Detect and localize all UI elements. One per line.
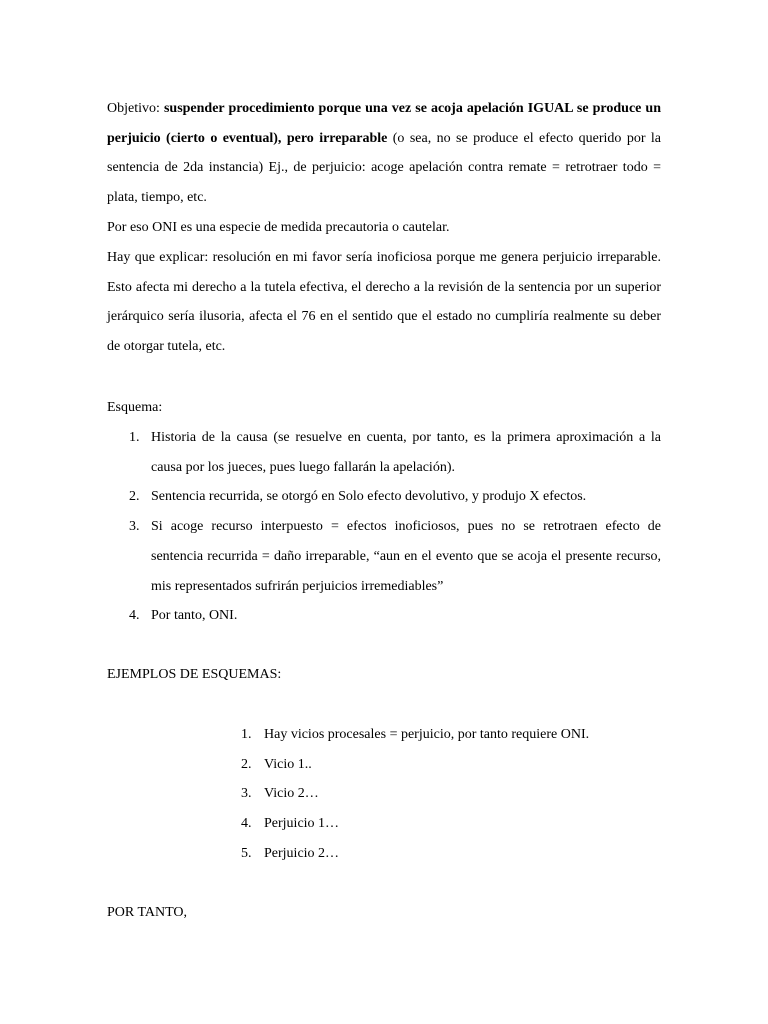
schema-item-text: Historia de la causa (se resuelve en cuenta, por tanto, es la primera aproximación a la causa por los jueces, pues luego fallarán la apelación). <box>151 430 661 475</box>
examples-list <box>241 720 664 869</box>
schema-item-text: Sentencia recurrida, se otorgó en Solo efecto devolutivo, y produjo X efectos. <box>151 489 587 505</box>
examples-item-text: Perjuicio 2… <box>264 845 340 861</box>
schema-item-1 <box>129 423 661 482</box>
closing-text: POR TANTO, <box>107 905 188 920</box>
schema-list <box>129 423 661 631</box>
examples-heading: EJEMPLOS DE ESQUEMAS: <box>107 667 282 682</box>
schema-item-number: 1. <box>129 430 140 445</box>
objective-bold-text: suspender procedimiento porque una vez se acoja apelación IGUAL se produce un perjuicio (cierto o eventual), pero irreparable <box>107 101 662 146</box>
examples-item-2 <box>241 750 664 780</box>
examples-item-number: 4. <box>241 816 252 832</box>
schema-item-4 <box>129 601 661 631</box>
schema-item-number: 2. <box>129 489 140 505</box>
examples-item-number: 5. <box>241 845 252 861</box>
schema-item-2 <box>129 482 661 512</box>
schema-item-number: 3. <box>129 519 140 535</box>
schema-heading: Esquema: <box>107 400 163 415</box>
examples-item-text: Vicio 2… <box>264 786 319 802</box>
examples-item-number: 1. <box>241 727 252 742</box>
schema-item-text: Por tanto, ONI. <box>151 608 238 624</box>
objective-label: Objetivo: <box>107 101 160 116</box>
examples-item-1 <box>241 720 664 750</box>
examples-item-4 <box>241 809 664 839</box>
examples-item-text: Hay vicios procesales = perjuicio, por tanto requiere ONI. <box>264 727 590 742</box>
schema-item-number: 4. <box>129 608 140 624</box>
explain-paragraph: Hay que explicar: resolución en mi favor sería inoficiosa porque me genera perjuicio irreparable. Esto afecta mi derecho a la tutela efectiva, el derecho a la revisión de la sentencia por un superior jerárquico sería ilusoria, afecta el 76 en el sentido que el estado no cumpliría realmente su deber de otorgar tutela, etc. <box>107 250 661 355</box>
examples-item-text: Vicio 1.. <box>264 756 312 772</box>
examples-item-text: Perjuicio 1… <box>264 816 340 832</box>
schema-item-3 <box>129 512 661 601</box>
examples-item-5 <box>241 839 664 869</box>
objective-paragraph <box>107 94 661 213</box>
objective-rest-text: (o sea, no se produce el efecto querido por la sentencia de 2da instancia) Ej., de perjuicio: acoge apelación contra remate = retrotraer todo = plata, tiempo, etc. <box>107 130 661 206</box>
examples-item-number: 2. <box>241 756 252 772</box>
oni-line: Por eso ONI es una especie de medida precautoria o cautelar. <box>107 220 450 235</box>
examples-item-number: 3. <box>241 786 252 802</box>
examples-item-3 <box>241 779 664 809</box>
schema-item-text: Si acoge recurso interpuesto = efectos inoficiosos, pues no se retrotraen efecto de sentencia recurrida = daño irreparable, “aun en el evento que se acoja el presente recurso, mis representados sufrirán perjuicios irremediables” <box>151 519 661 594</box>
